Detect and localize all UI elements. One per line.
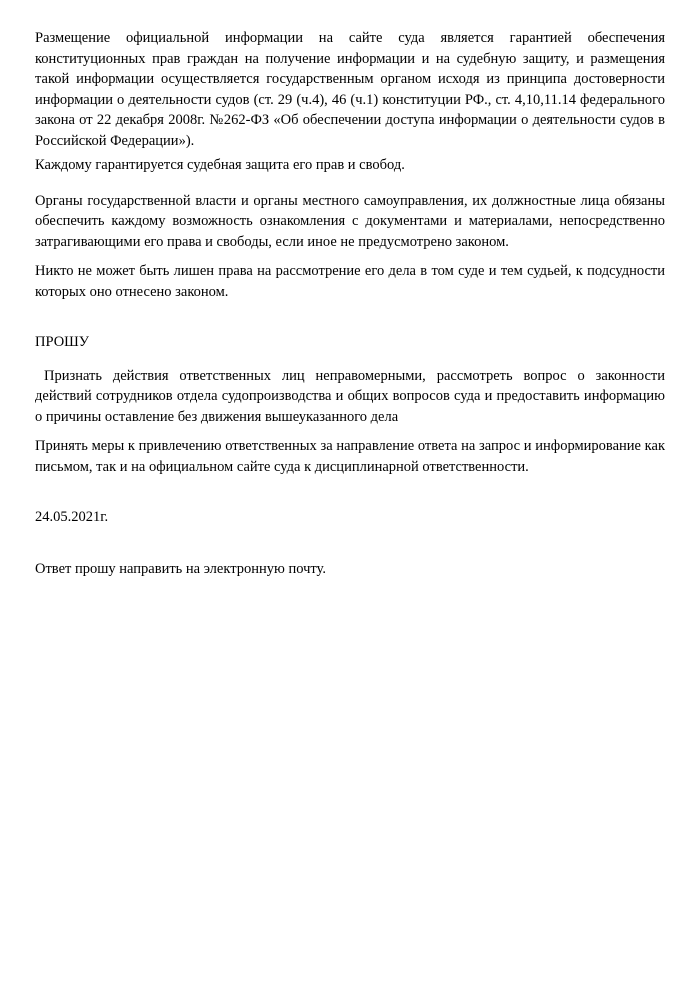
paragraph-right-to-court: Никто не может быть лишен права на рассмотрение его дела в том суде и тем судьей, к подсудности которых оно отнесено законом. <box>35 263 665 300</box>
paragraph-request-recognize-actions: Признать действия ответственных лиц неправомерными, рассмотреть вопрос о законности действий сотрудников отдела судопроизводства и общих вопросов суда и предоставить информацию о причины оставление без движения вышеуказанного дела <box>35 367 665 425</box>
request-heading: ПРОШУ <box>35 334 90 350</box>
paragraph-official-info-placement: Размещение официальной информации на сайте суда является гарантией обеспечения конституционных прав граждан на получение информации и на судебную защиту, и размещения такой информации осуществляется государственным органом исходя из принципа достоверности информации о деятельности судов (ст. 29 (ч.4), 46 (ч.1) конституции РФ., ст. 4,10,11.14 федерального закона от 22 декабря 2008г. №262-ФЗ «Об обеспечении доступа информации о деятельности судов в Российской Федерации»). <box>35 30 665 149</box>
paragraph-state-authorities-duty: Органы государственной власти и органы местного самоуправления, их должностные лица обязаны обеспечить каждому возможность ознакомления с документами и материалами, непосредственно затрагивающими его права и свободы, если иное не предусмотрено законом. <box>35 192 665 250</box>
paragraph-reply-by-email: Ответ прошу направить на электронную почту. <box>35 560 326 577</box>
date-line: 24.05.2021г. <box>35 509 109 525</box>
paragraph-judicial-protection-guarantee: Каждому гарантируется судебная защита его прав и свобод. <box>35 157 405 173</box>
paragraph-request-disciplinary-measures: Принять меры к привлечению ответственных за направление ответа на запрос и информирование как письмом, так и на официальном сайте суда к дисциплинарной ответственности. <box>35 438 665 475</box>
